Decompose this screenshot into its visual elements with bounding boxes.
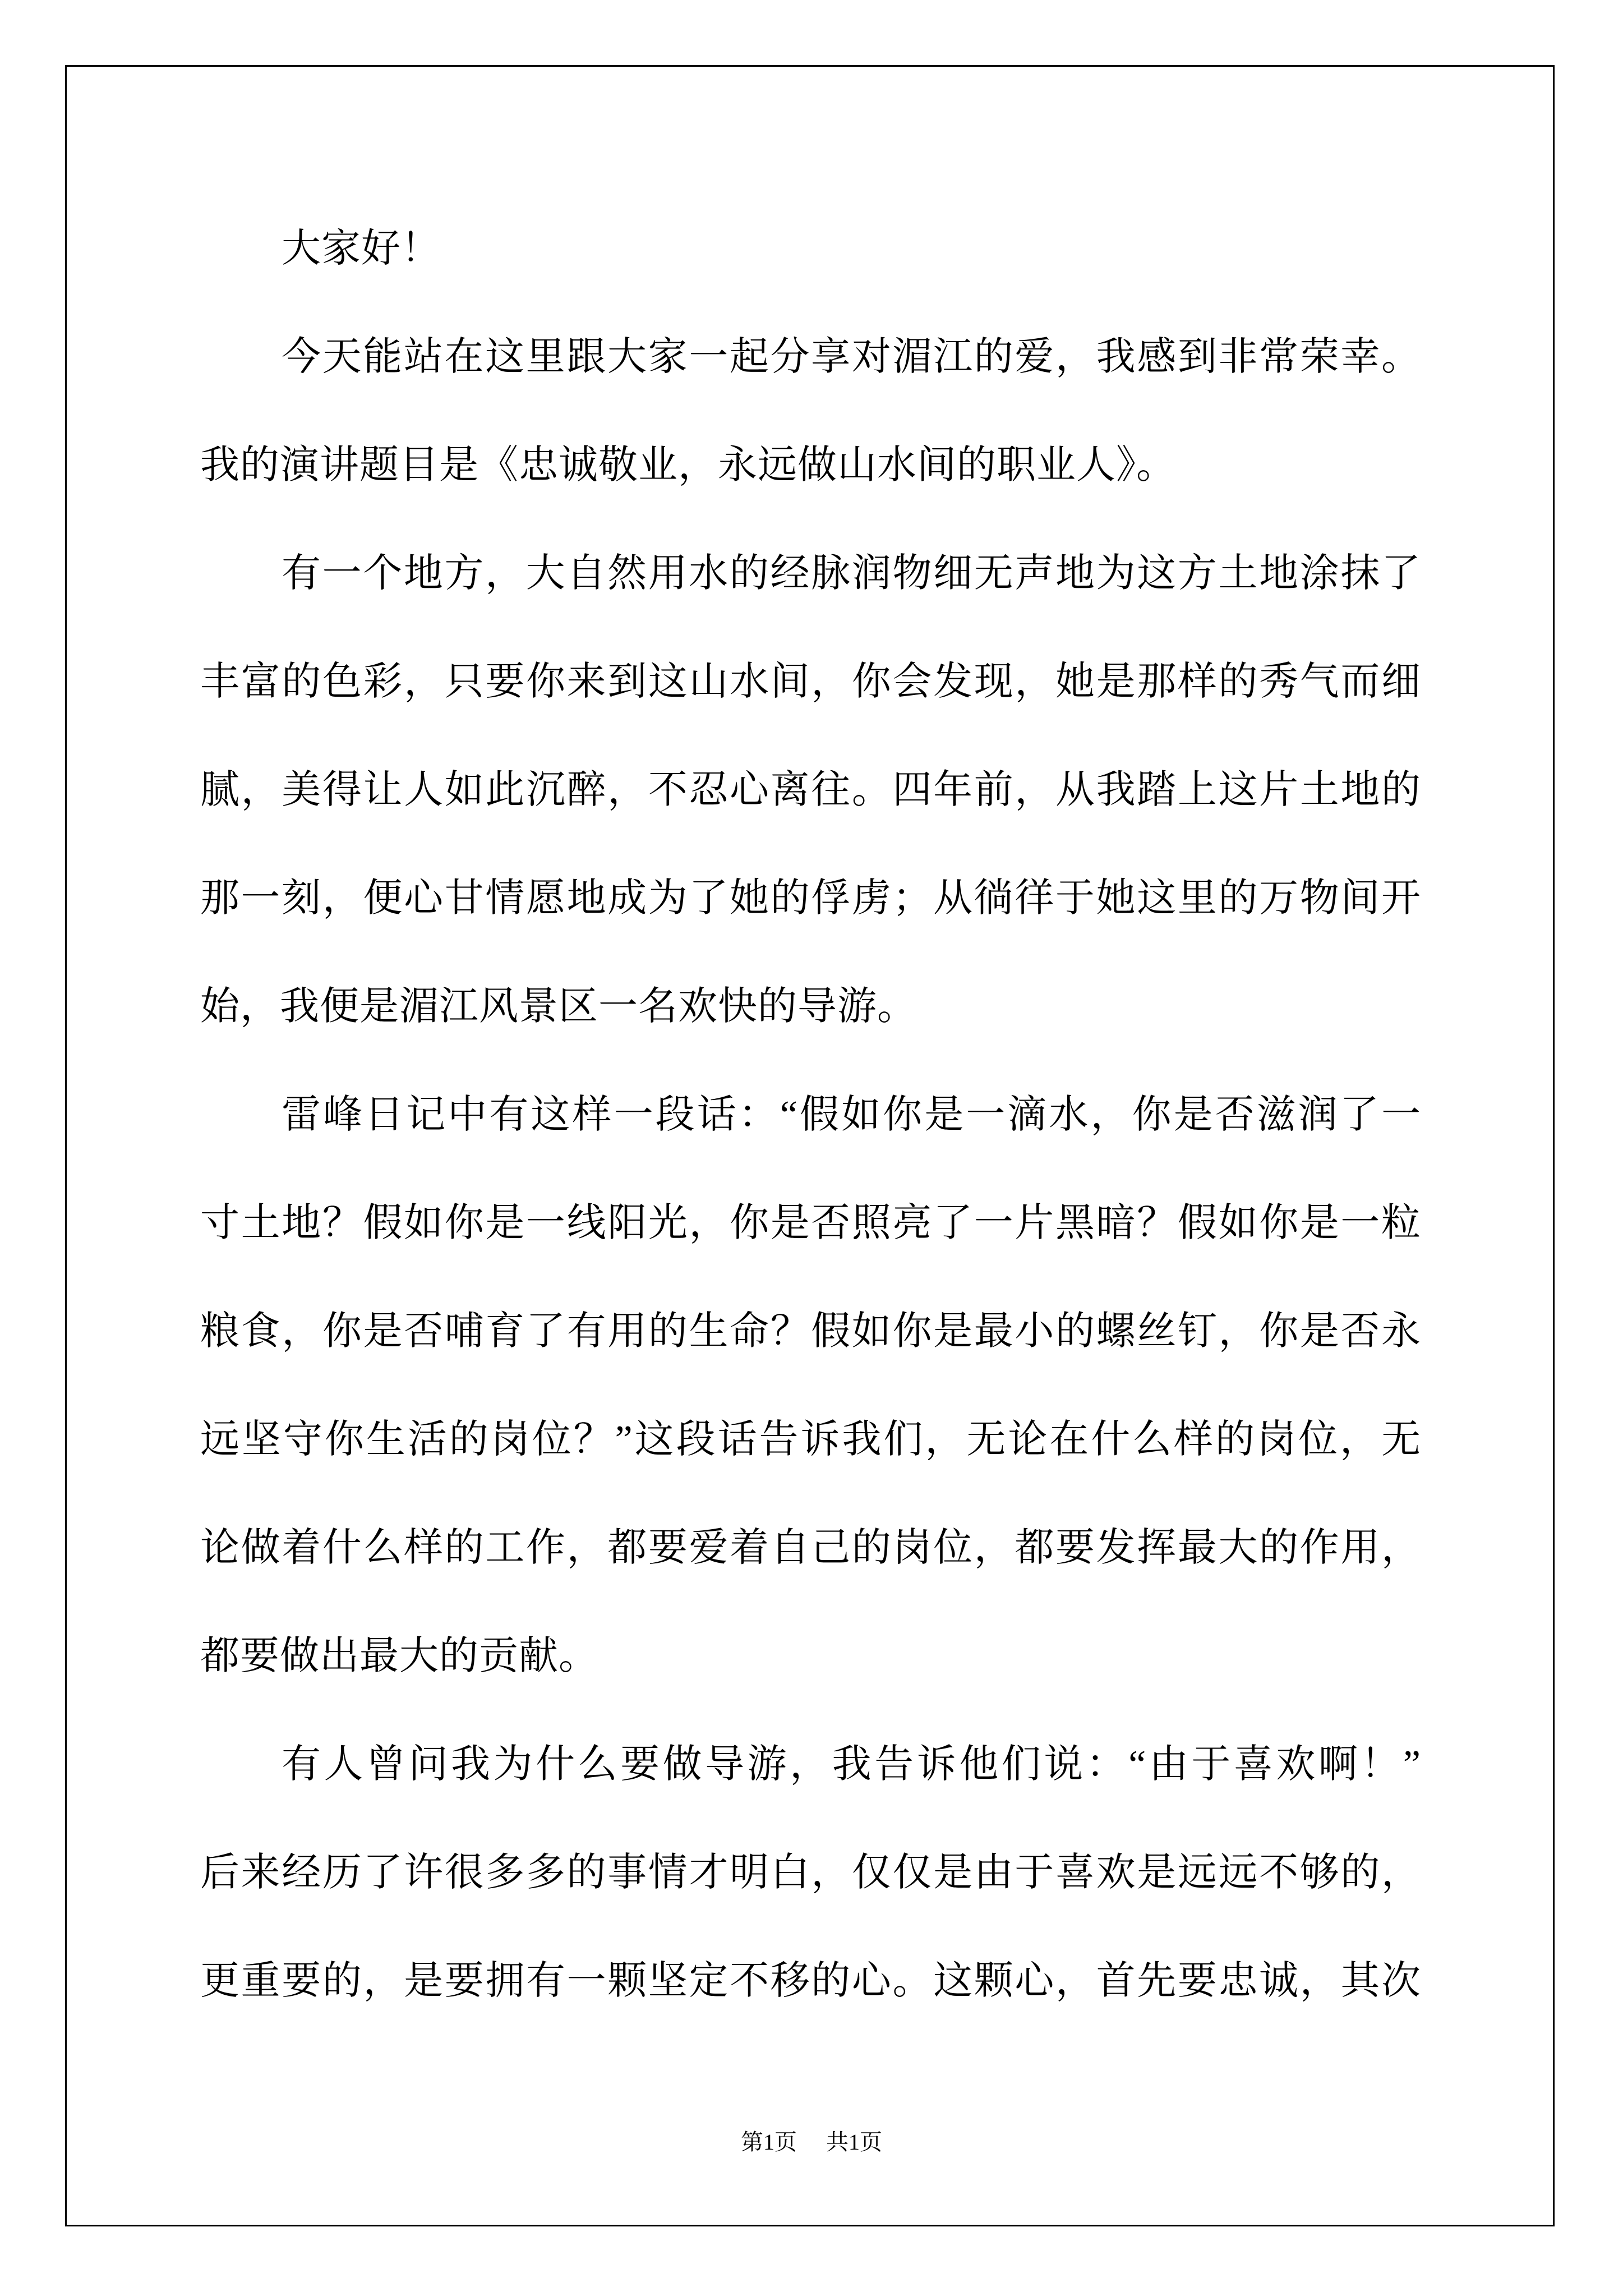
paragraph-line: 始，我便是湄江风景区一名欢快的导游。 bbox=[200, 985, 917, 1028]
paragraph bbox=[200, 519, 1421, 1061]
paragraph-line: 雷峰日记中有这样一段话：“假如你是一滴水，你是否滋润了一 bbox=[282, 1093, 1421, 1137]
paragraph bbox=[200, 195, 1421, 303]
page-number-label: 第1页 bbox=[741, 2129, 797, 2155]
paragraph-line: 论做着什么样的工作，都要爱着自己的岗位，都要发挥最大的作用， bbox=[200, 1526, 1421, 1570]
paragraph-line: 更重要的，是要拥有一颗坚定不移的心。这颗心，首先要忠诚，其次 bbox=[200, 1959, 1421, 2003]
paragraph-line: 后来经历了许很多多的事情才明白，仅仅是由于喜欢是远远不够的， bbox=[200, 1851, 1421, 1894]
paragraph bbox=[200, 303, 1421, 519]
paragraph-line: 寸土地？假如你是一线阳光，你是否照亮了一片黑暗？假如你是一粒 bbox=[200, 1202, 1421, 1245]
paragraph bbox=[200, 1710, 1421, 2035]
page-footer bbox=[0, 2128, 1623, 2156]
paragraph-line: 远坚守你生活的岗位？”这段话告诉我们，无论在什么样的岗位，无 bbox=[200, 1418, 1421, 1461]
paragraph bbox=[200, 1061, 1421, 1710]
paragraph-line: 大家好！ bbox=[282, 227, 441, 270]
paragraph-line: 有人曾问我为什么要做导游，我告诉他们说：“由于喜欢啊！” bbox=[282, 1743, 1421, 1786]
page-total-label: 共1页 bbox=[826, 2129, 882, 2155]
document-body bbox=[200, 195, 1421, 2035]
paragraph-line: 丰富的色彩，只要你来到这山水间，你会发现，她是那样的秀气而细 bbox=[200, 660, 1421, 703]
paragraph-line: 都要做出最大的贡献。 bbox=[200, 1635, 598, 1678]
paragraph-line: 粮食，你是否哺育了有用的生命？假如你是最小的螺丝钉，你是否永 bbox=[200, 1310, 1421, 1353]
paragraph-line: 腻，美得让人如此沉醉，不忍心离往。四年前，从我踏上这片土地的 bbox=[200, 769, 1421, 812]
paragraph-line: 有一个地方，大自然用水的经脉润物细无声地为这方土地涂抹了 bbox=[282, 552, 1421, 595]
paragraph-line: 我的演讲题目是《忠诚敬业，永远做山水间的职业人》。 bbox=[200, 444, 1176, 487]
paragraph-line: 今天能站在这里跟大家一起分享对湄江的爱，我感到非常荣幸。 bbox=[282, 335, 1421, 379]
paragraph-line: 那一刻，便心甘情愿地成为了她的俘虏；从徜徉于她这里的万物间开 bbox=[200, 877, 1421, 920]
